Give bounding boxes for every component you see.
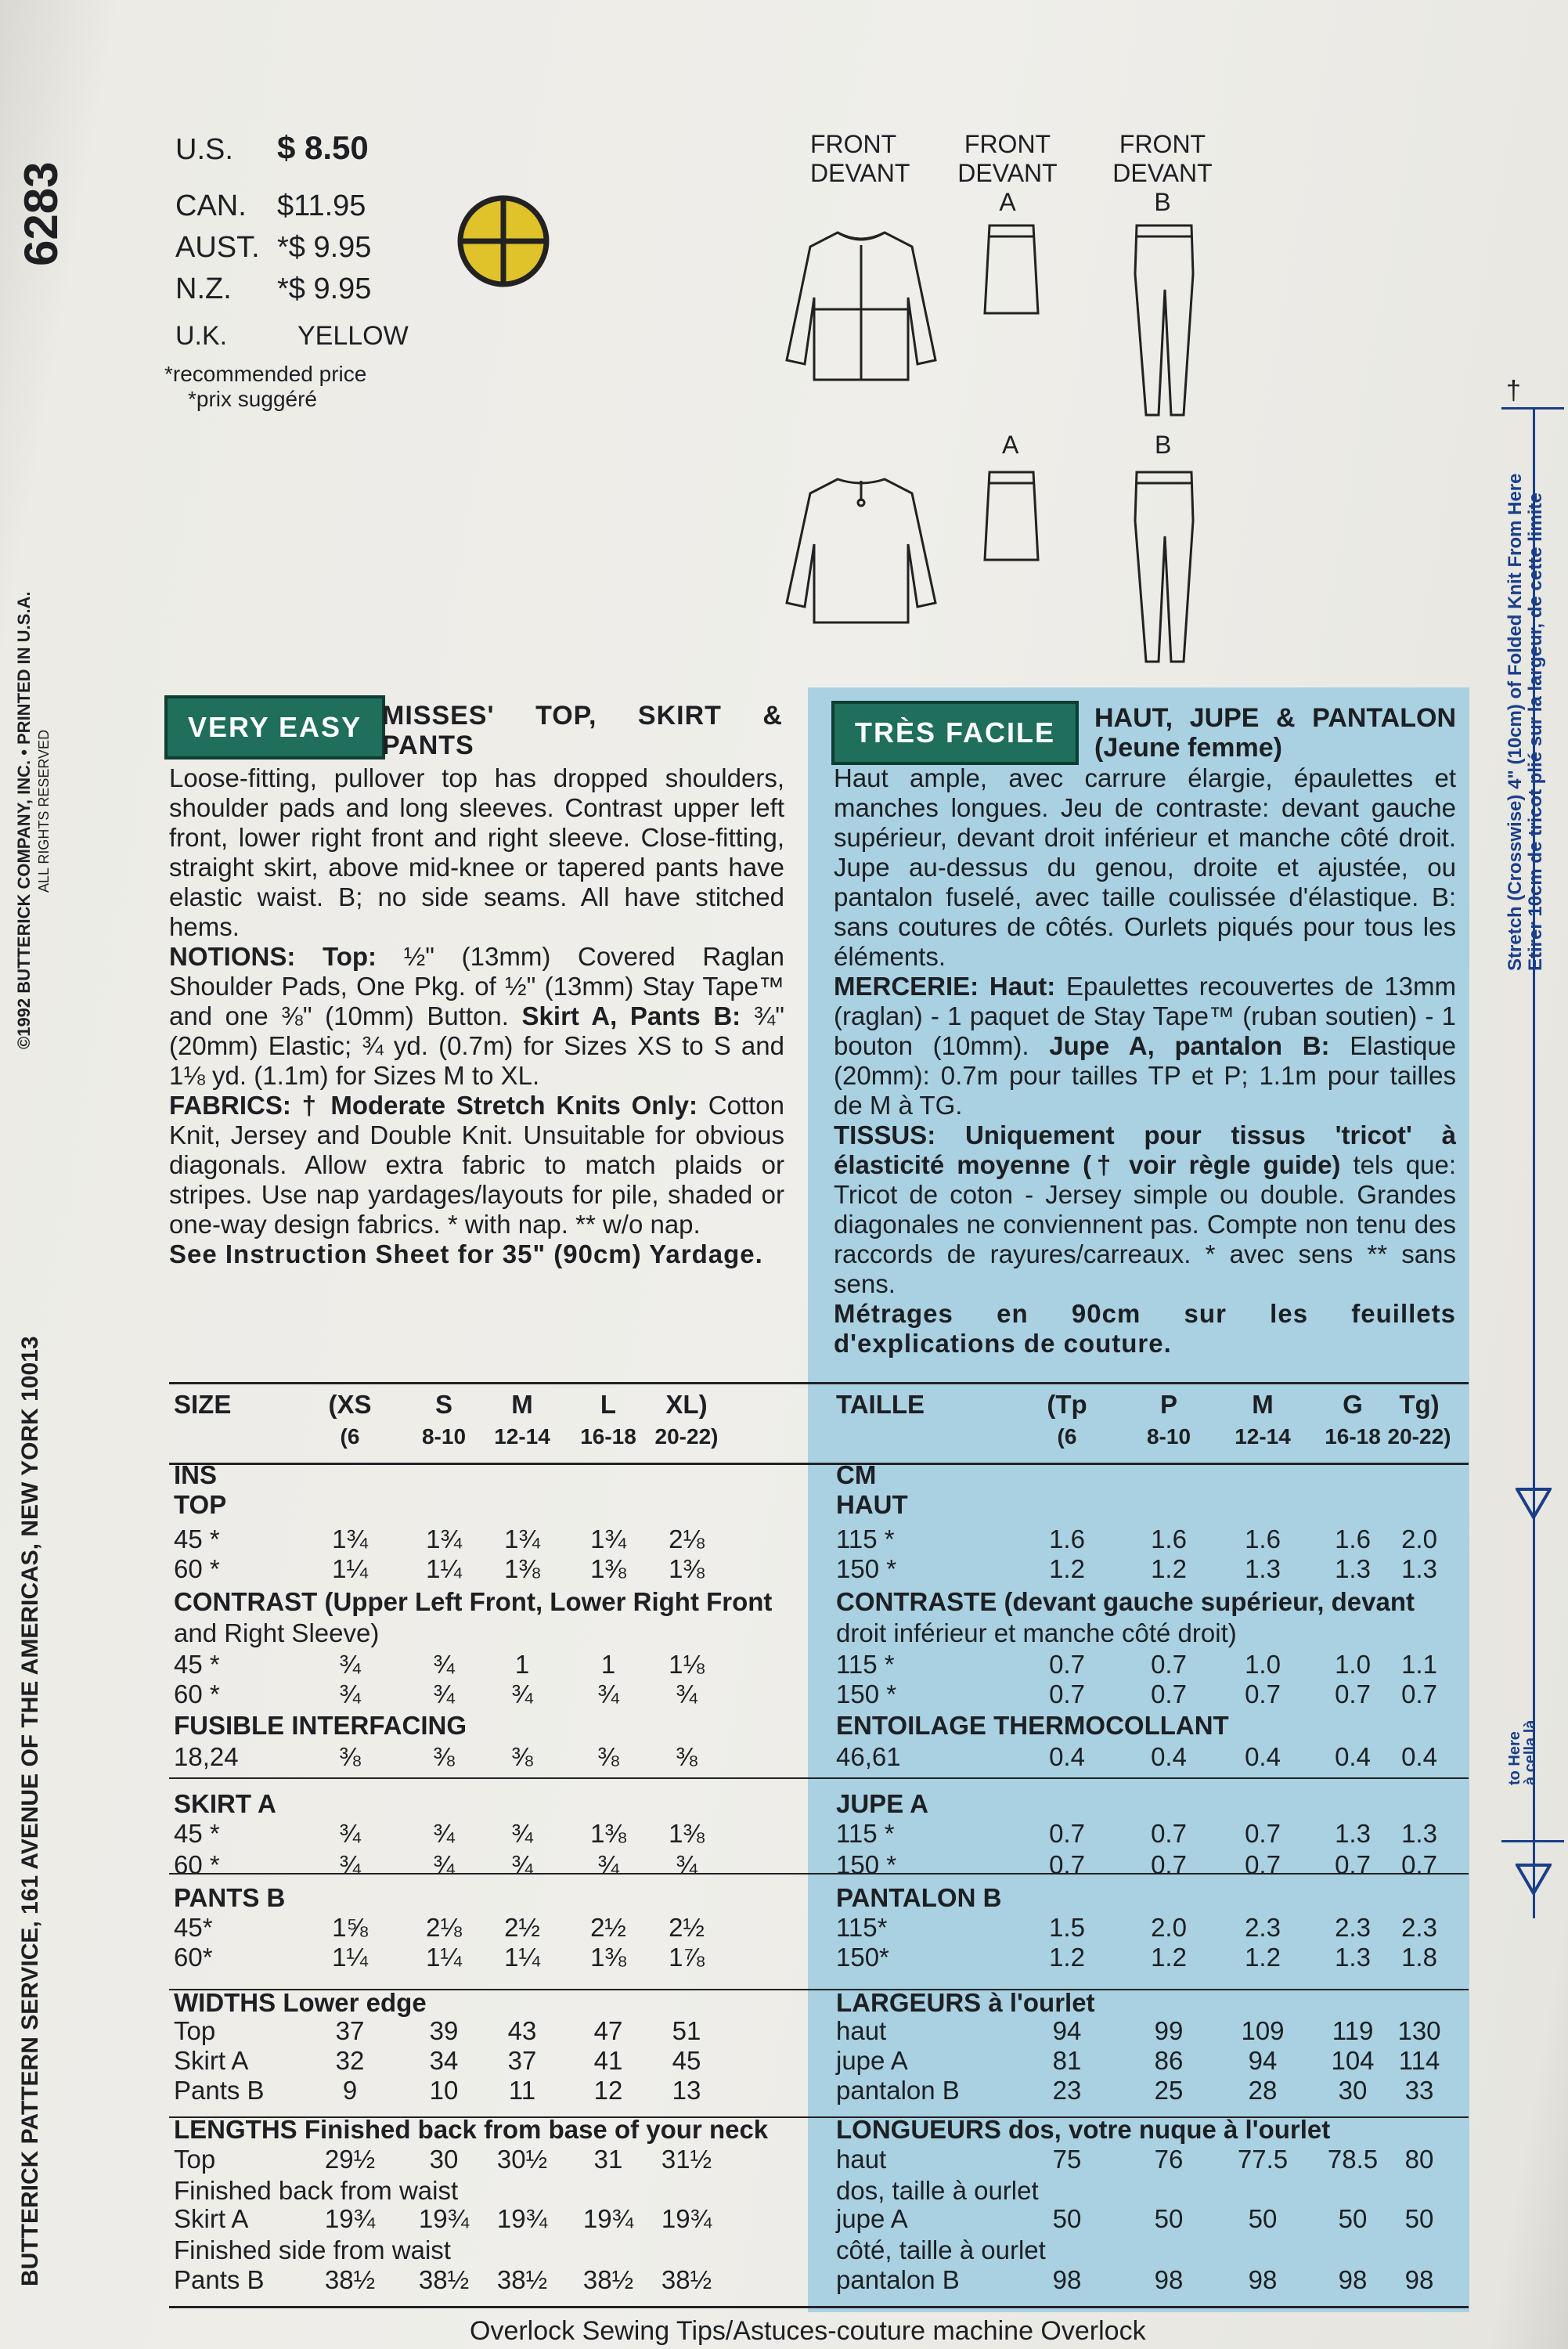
row-label: Top [174, 2145, 216, 2174]
cell-value: 0.7 [1245, 1850, 1281, 1879]
cell-value: 81 [1052, 2046, 1082, 2075]
crosshair-icon [454, 192, 553, 290]
cell-value: 78.5 [1327, 2145, 1379, 2174]
row-label: ENTOILAGE THERMOCOLLANT [836, 1711, 1229, 1740]
gauge-end-tick [1501, 1840, 1564, 1842]
cell-value: 50 [1248, 2204, 1278, 2233]
cell-value: 31 [593, 2145, 623, 2174]
cell-value: 98 [1248, 2265, 1278, 2294]
cell-value: 2.3 [1245, 1913, 1281, 1942]
row-label: 45* [174, 1913, 213, 1942]
cell-value: 2.0 [1401, 1525, 1437, 1553]
cell-value: 45 [672, 2046, 701, 2075]
cell-value: 1⅞ [669, 1943, 705, 1972]
cell-value: 34 [429, 2046, 459, 2075]
row-label: jupe A [836, 2046, 908, 2075]
cell-value: ¾ [511, 1680, 533, 1709]
cell-value: 1¾ [332, 1525, 368, 1553]
cell-value: 2.3 [1335, 1913, 1371, 1942]
row-label: FUSIBLE INTERFACING [174, 1711, 467, 1740]
cell-value: 32 [335, 2046, 365, 2075]
back-skirt-sketch [980, 466, 1043, 568]
front-skirt-sketch [980, 219, 1043, 321]
pattern-number: 6283 [15, 161, 67, 266]
cell-value: 29½ [324, 2145, 376, 2174]
cell-value: 0.7 [1151, 1819, 1187, 1848]
row-label: 45 * [174, 1525, 220, 1553]
arrow-down-icon [1516, 1488, 1552, 1519]
cell-value: ¾ [433, 1680, 455, 1709]
cell-value: 0.7 [1335, 1680, 1371, 1709]
rule-skirt [169, 1777, 1469, 1779]
cell-value: ⅜ [433, 1742, 455, 1771]
cell-value: 1¼ [332, 1943, 368, 1972]
row-label: and Right Sleeve) [174, 1618, 380, 1647]
cell-value: 50 [1338, 2204, 1368, 2233]
cell-value: 0.7 [1245, 1680, 1281, 1709]
row-label: CONTRAST (Upper Left Front, Lower Right Front [174, 1587, 773, 1616]
price-can: CAN. $11.95 [175, 189, 366, 222]
cell-value: 1⅝ [332, 1913, 368, 1942]
cell-value: 0.7 [1049, 1650, 1085, 1679]
cell-value: 0.7 [1151, 1650, 1187, 1679]
cell-value: ¾ [433, 1650, 455, 1679]
row-label: 150 * [836, 1554, 897, 1583]
cell-value: 38½ [582, 2265, 634, 2294]
cell-value: 1¾ [590, 1525, 626, 1553]
row-label: jupe A [836, 2204, 908, 2233]
row-label: 18,24 [174, 1742, 239, 1771]
row-label: 45 * [174, 1819, 220, 1848]
french-title: HAUT, JUPE & PANTALON (Jeune femme) [1094, 703, 1456, 763]
front-top-sketch [783, 223, 939, 395]
english-description: Loose-fitting, pullover top has dropped shoulders, shoulder pads and long sleeves. Contrast upper left front, lower right front and right sleeve. Close-fitting, straight skirt, above mid-knee or tapered pants have elastic waist. B; no side seams. All have stitched hems. NOTIONS: Top: ½" (13mm) Covered Raglan Shoulder Pads, One Pkg. of ½" (13mm) Stay Tape™ and one ⅜" (10mm) Button. Skirt A, Pants B: ¾" (20mm) Elastic; ¾ yd. (0.7m) for Sizes XS to S and 1⅛ yd. (1.1m) for Sizes M to XL. FABRICS: † Moderate Stretch Knits Only: Cotton Knit, Jersey and Double Knit. Unsuitable for obvious diagonals. Allow extra fabric to match plaids or stripes. Use nap yardages/layouts for pile, shaded or one-way design fabrics. * with nap. ** w/o nap. See Instruction Sheet for 35" (90cm) Yardage. [169, 763, 784, 1268]
cell-value: 1.3 [1401, 1554, 1437, 1583]
pattern-envelope-back: 6283 BUTTERICK PATTERN SERVICE, 161 AVENUE OF THE AMERICAS, NEW YORK 10013 ©1992 BUTTERICK COMPANY, INC. • PRINTED IN U.S.A. ALL RIGHTS RESERVED U.S. $ 8.50 CAN. $11.95 AUST. *$ 9.95 N.Z. *$ 9.95 U.K. YELLOW *recommended price *prix suggéré FRONT DEVANT FRONT DEVANT A FRONT DEVANT B A B VERY EASY MISSES' TOP, SKIRT & PANTS Loose-fitting, pullover top has dropped shoulders, shoulder pads and long sleeves. Contrast upper left front, lower right front and right sleeve. Close-fitting, straight skirt, above mid-knee or tapered pants have elastic waist. B; no side seams. All have stitched hems. NOTIONS: Top: ½" (13mm) Covered Raglan Shoulder Pads, One Pkg. of ½" (13mm) Stay Tape™ and one ⅜" (10mm) Button. Skirt A, Pants B: ¾" (20mm) Elastic; ¾ yd. (0.7m) for Sizes XS to S and 1⅛ yd. (1.1m) for Sizes M to XL. FABRICS: † Moderate Stretch Knits Only: Cotton Knit, Jersey and Double Knit. Unsuitable for obvious diagonals. Allow extra fabric to match plaids or stripes. Use nap yardages/layouts for pile, shaded or one-way design fabrics. * with nap. ** w/o nap. See Instruction Sheet for 35" (90cm) Yardage. TRÈS FACILE HAUT, JUPE & PANTALON (Jeune femme) Haut ample, avec carrure élargie, épaulettes et manches longues. Jeu de contraste: devant gauche supérieur, devant droit inférieur et manche côté droit. Jupe au-dessus du genou, droite et ajustée, ou pantalon fuselé, avec taille coulissée d'élastique. B: sans coutures de côtés. Ourlets piqués pour tous les éléments. MERCERIE: Haut: Epaulettes recouvertes de 13mm (raglan) - 1 paquet de Stay Tape™ (ruban soutien) - 1 bouton (10mm). Jupe A, pantalon B: Elastique (20mm): 0.7m pour tailles TP et P; 1.1m pour tailles de M à TG. TISSUS: Uniquement pour tissus 'tricot' à élasticité moyenne († voir règle guide) tels que: Tricot de coton - Jersey simple ou double. Grandes diagonales ne conviennent pas. Compte non tenu des raccords de rayures/carreaux. * avec sens ** sans sens. Métrages en 90cm sur les feuillets d'explications de couture. SIZE (XS S M L XL) (6 8-10 12-14 16-18 20-22) INS TOP 45 * 1¾ 1¾ 1¾ 1¾ 2⅛ 60 * 1¼ 1¼ 1⅜ 1⅜ 1⅜ CONTRAST (Upper Left Front, Lower Right Front and Right Sleeve) 45 * ¾ ¾ 1 1 1⅛ 60 * ¾ ¾ ¾ ¾ ¾ FUSIBLE INTERFACING 18,24 ⅜ ⅜ ⅜ ⅜ ⅜ SKIRT A 45 * ¾ ¾ ¾ 1⅜ 1⅜ 60 * ¾ ¾ ¾ ¾ ¾ PANTS B 45* 1⅝ 2⅛ 2½ 2½ 2½ 60* 1¼ 1¼ 1¼ 1⅜ 1⅞ WIDTHS Lower edge Top 37 39 43 47 51 Skirt A 32 34 37 41 45 Pants B 9 10 11 12 13 LENGTHS Finished back from base of your neck Top 29½ 30 30½ 31 31½ Finished back from waist Skirt A 19¾ 19¾ 19¾ 19¾ 19¾ Finished side from waist Pants B 38½ 38½ 38½ 38½ 38½ TAILLE (Tp P M G Tg) (6 8-10 12-14 16-18 20-22) CM HAUT 115 * 1.6 1.6 1.6 1.6 2.0 150 * 1.2 1.2 1.3 1.3 1.3 CONTRASTE (devant gauche supérieur, devant droit inférieur et manche côté droit) 115 * 0.7 0.7 1.0 1.0 1.1 150 * 0.7 0.7 0.7 0.7 0.7 ENTOILAGE THERMOCOLLANT 46,61 0.4 0.4 0.4 0.4 0.4 JUPE A 115 * 0.7 0.7 0.7 1.3 1.3 150 * 0.7 0.7 0.7 0.7 0.7 PANTALON B 115* 1.5 2.0 2.3 2.3 2.3 150* 1.2 1.2 1.2 1.3 1.8 LARGEURS à l'ourlet haut 94 99 109 119 130 jupe A 81 86 94 104 114 pantalon B 23 25 28 30 33 LONGUEURS dos, votre nuque à l'ourlet haut 75 76 77.5 78.5 80 dos, taille à ourlet jupe A 50 50 50 50 50 côté, taille à ourlet pantalon B 98 98 98 98 98 † Stretch (Crosswise) 4" (10cm) of Folded Knit From Here Etirer 10cm de tricot plié sur la largeur, de cette limite to Here à cella là Overlock Sewing Tips/Astuces-couture machine Overlock [0, 0, 1568, 2349]
cell-value: 0.4 [1151, 1742, 1187, 1771]
cell-value: 9 [342, 2076, 358, 2105]
cell-value: 98 [1154, 2265, 1184, 2294]
cell-value: 30½ [496, 2145, 548, 2174]
cell-value: 1.3 [1335, 1554, 1371, 1583]
cell-value: 30 [1338, 2076, 1368, 2105]
cell-value: 1.8 [1401, 1943, 1437, 1972]
cell-value: 86 [1154, 2046, 1184, 2075]
cell-value: 0.7 [1401, 1850, 1437, 1879]
arrow-down-icon [1516, 1864, 1552, 1895]
cell-value: 1⅜ [669, 1554, 705, 1583]
cell-value: 38½ [418, 2265, 470, 2294]
cell-value: ¾ [339, 1819, 361, 1848]
cell-value: 37 [507, 2046, 537, 2075]
cell-value: 50 [1052, 2204, 1082, 2233]
row-label: CM [836, 1460, 877, 1489]
row-label: Skirt A [174, 2046, 249, 2075]
cell-value: 1¾ [504, 1525, 540, 1553]
row-label: INS [174, 1460, 218, 1489]
row-label: pantalon B [836, 2076, 960, 2105]
cell-value: 104 [1331, 2046, 1375, 2075]
cell-value: 43 [507, 2016, 537, 2045]
cell-value: ¾ [597, 1850, 619, 1879]
row-label: 115 * [836, 1650, 895, 1679]
cell-value: 19¾ [324, 2204, 376, 2233]
cell-value: 38½ [324, 2265, 376, 2294]
price-us: U.S. $ 8.50 [175, 129, 369, 166]
price-uk: U.K. YELLOW [175, 321, 409, 351]
cell-value: ¾ [511, 1850, 533, 1879]
row-label: 60 * [174, 1554, 220, 1583]
row-label: côté, taille à ourlet [836, 2235, 1046, 2264]
cell-value: 0.7 [1151, 1850, 1187, 1879]
cell-value: 41 [593, 2046, 623, 2075]
publisher-address: BUTTERICK PATTERN SERVICE, 161 AVENUE OF THE AMERICAS, NEW YORK 10013 [17, 1336, 43, 2286]
copyright-line: ©1992 BUTTERICK COMPANY, INC. • PRINTED IN U.S.A. [14, 591, 34, 1049]
a-cella-label: à cella là [1522, 1719, 1539, 1785]
cell-value: 1⅜ [669, 1819, 705, 1848]
table-bottom-rule [169, 2306, 1469, 2308]
cell-value: ¾ [676, 1850, 697, 1879]
tres-facile-badge: TRÈS FACILE [831, 701, 1079, 765]
row-label: HAUT [836, 1490, 908, 1519]
cell-value: 0.7 [1049, 1850, 1085, 1879]
row-label: PANTS B [174, 1883, 286, 1912]
row-label: 150 * [836, 1680, 897, 1709]
row-label: 115* [836, 1913, 888, 1942]
cell-value: 1⅜ [590, 1943, 626, 1972]
cell-value: 98 [1052, 2265, 1082, 2294]
cell-value: 1.6 [1049, 1525, 1085, 1553]
cell-value: 0.7 [1335, 1850, 1371, 1879]
cell-value: 1 [600, 1650, 616, 1679]
english-title: MISSES' TOP, SKIRT & PANTS [382, 701, 783, 760]
back-top-sketch [783, 470, 939, 634]
row-label: haut [836, 2145, 887, 2174]
cell-value: 0.7 [1245, 1819, 1281, 1848]
row-label: dos, taille à ourlet [836, 2176, 1039, 2205]
cell-value: 33 [1404, 2076, 1434, 2105]
cell-value: 1.2 [1151, 1554, 1187, 1583]
cell-value: ¾ [597, 1680, 619, 1709]
cell-value: 1⅜ [504, 1554, 540, 1583]
price-note-en: *recommended price [164, 362, 367, 386]
cell-value: 114 [1398, 2046, 1440, 2075]
cell-value: 1⅜ [590, 1554, 626, 1583]
cell-value: 19¾ [496, 2204, 548, 2233]
sketch-label-back-skirt: A [1002, 431, 1019, 459]
dagger-mark: † [1506, 376, 1521, 406]
cell-value: 1⅜ [590, 1819, 626, 1848]
row-label: 60* [174, 1943, 213, 1972]
row-label: 46,61 [836, 1742, 901, 1771]
cell-value: ⅜ [597, 1742, 619, 1771]
row-label: Top [174, 2016, 216, 2045]
cell-value: 1.3 [1335, 1943, 1371, 1972]
cell-value: 1¾ [426, 1525, 462, 1553]
sketch-label-back-pants: B [1155, 431, 1172, 459]
cell-value: 1¼ [332, 1554, 368, 1583]
row-label: JUPE A [836, 1789, 928, 1818]
cell-value: ⅜ [676, 1742, 697, 1771]
cell-value: 1.3 [1401, 1819, 1437, 1848]
cell-value: 76 [1154, 2145, 1184, 2174]
cell-value: 2½ [669, 1913, 705, 1942]
gauge-start-tick [1501, 407, 1564, 410]
to-here-label: to Here [1506, 1731, 1523, 1785]
row-label: Pants B [174, 2265, 265, 2294]
stretch-instruction-fr: Etirer 10cm de tricot plié sur la largeur, de cette limite [1525, 493, 1546, 971]
cell-value: 50 [1404, 2204, 1434, 2233]
row-label: TOP [174, 1490, 227, 1519]
row-label: 150* [836, 1943, 889, 1972]
row-label: WIDTHS Lower edge [174, 1988, 427, 2017]
cell-value: 38½ [661, 2265, 712, 2294]
cell-value: 11 [508, 2076, 536, 2105]
front-pants-sketch [1129, 219, 1199, 423]
row-label: pantalon B [836, 2265, 960, 2294]
cell-value: 1¼ [504, 1943, 540, 1972]
cell-value: 37 [335, 2016, 365, 2045]
cell-value: 10 [429, 2076, 459, 2105]
row-label: LONGUEURS dos, votre nuque à l'ourlet [836, 2115, 1331, 2144]
cell-value: 1.6 [1245, 1525, 1281, 1553]
cell-value: 0.4 [1335, 1742, 1371, 1771]
back-pants-sketch [1129, 466, 1199, 669]
cell-value: 98 [1404, 2265, 1434, 2294]
row-label: droit inférieur et manche côté droit) [836, 1618, 1237, 1647]
table-header-rule [169, 1463, 1469, 1465]
sketch-label-front-pants: FRONT DEVANT B [1112, 130, 1213, 216]
cell-value: ¾ [339, 1680, 361, 1709]
cell-value: 51 [672, 2016, 701, 2045]
cell-value: ⅜ [339, 1742, 361, 1771]
cell-value: 0.4 [1401, 1742, 1437, 1771]
row-label: 115 * [836, 1525, 895, 1553]
cell-value: 1.0 [1335, 1650, 1371, 1679]
row-label: CONTRASTE (devant gauche supérieur, devant [836, 1587, 1415, 1616]
cell-value: 2.0 [1151, 1913, 1187, 1942]
cell-value: 2½ [590, 1913, 626, 1942]
cell-value: 99 [1154, 2016, 1184, 2045]
cell-value: 0.7 [1401, 1680, 1437, 1709]
cell-value: 1.2 [1049, 1943, 1085, 1972]
row-label: Finished side from waist [174, 2235, 451, 2264]
cell-value: 1.2 [1245, 1943, 1281, 1972]
row-label: 115 * [836, 1819, 895, 1848]
cell-value: ¾ [339, 1850, 361, 1879]
row-label: PANTALON B [836, 1883, 1002, 1912]
very-easy-badge: VERY EASY [164, 695, 385, 760]
cell-value: 77.5 [1237, 2145, 1289, 2174]
cell-value: 0.4 [1049, 1742, 1085, 1771]
cell-value: 1.6 [1335, 1525, 1371, 1553]
sketch-label-front-skirt: FRONT DEVANT A [957, 130, 1058, 216]
cell-value: 0.7 [1049, 1819, 1085, 1848]
row-label: LENGTHS Finished back from base of your neck [174, 2115, 769, 2144]
cell-value: 39 [429, 2016, 459, 2045]
cell-value: 1.2 [1049, 1554, 1085, 1583]
cell-value: 30 [429, 2145, 459, 2174]
row-label: 60 * [174, 1850, 220, 1879]
row-label: 45 * [174, 1650, 220, 1679]
stretch-instruction-en: Stretch (Crosswise) 4" (10cm) of Folded Knit From Here [1505, 473, 1526, 971]
cell-value: 1¼ [426, 1554, 462, 1583]
cell-value: 1.5 [1049, 1913, 1085, 1942]
french-description: Haut ample, avec carrure élargie, épaulettes et manches longues. Jeu de contraste: devant gauche supérieur, devant droit inférieur et manche côté droit. Jupe au-dessus du genou, droite et ajustée, ou pantalon fuselé, avec taille coulissée d'élastique. B: sans coutures de côtés. Ourlets piqués pour tous les éléments. MERCERIE: Haut: Epaulettes recouvertes de 13mm (raglan) - 1 paquet de Stay Tape™ (ruban soutien) - 1 bouton (10mm). Jupe A, pantalon B: Elastique (20mm): 0.7m pour tailles TP et P; 1.1m pour tailles de M à TG. TISSUS: Uniquement pour tissus 'tricot' à élasticité moyenne († voir règle guide) tels que: Tricot de coton - Jersey simple ou double. Grandes diagonales ne conviennent pas. Compte non tenu des raccords de rayures/carreaux. * avec sens ** sans sens. Métrages en 90cm sur les feuillets d'explications de couture. [834, 763, 1457, 1358]
cell-value: ⅜ [511, 1742, 533, 1771]
cell-value: 25 [1154, 2076, 1184, 2105]
cell-value: 19¾ [661, 2204, 712, 2233]
cell-value: 80 [1404, 2145, 1434, 2174]
cell-value: 13 [672, 2076, 701, 2105]
price-nz: N.Z. *$ 9.95 [175, 272, 372, 305]
cell-value: 2⅛ [426, 1913, 462, 1942]
cell-value: 119 [1332, 2016, 1374, 2045]
price-note-fr: *prix suggéré [188, 387, 317, 411]
cell-value: 1¼ [426, 1943, 462, 1972]
cell-value: ¾ [339, 1650, 361, 1679]
cell-value: 47 [593, 2016, 623, 2045]
cell-value: 0.7 [1151, 1680, 1187, 1709]
cell-value: 1.2 [1151, 1943, 1187, 1972]
row-label: LARGEURS à l'ourlet [836, 1988, 1095, 2017]
cell-value: ¾ [676, 1680, 697, 1709]
cell-value: 23 [1052, 2076, 1082, 2105]
cell-value: ¾ [511, 1819, 533, 1848]
row-label: 60 * [174, 1680, 220, 1709]
cell-value: 1.3 [1335, 1819, 1371, 1848]
cell-value: 1.6 [1151, 1525, 1187, 1553]
cell-value: 98 [1338, 2265, 1368, 2294]
cell-value: 1.3 [1245, 1554, 1281, 1583]
cell-value: 50 [1154, 2204, 1184, 2233]
price-aust: AUST. *$ 9.95 [175, 231, 372, 264]
cell-value: 31½ [661, 2145, 712, 2174]
cell-value: 109 [1241, 2016, 1285, 2045]
row-label: 150 * [836, 1850, 897, 1879]
overlock-footer: Overlock Sewing Tips/Astuces-couture machine Overlock [470, 2316, 1146, 2346]
cell-value: 28 [1248, 2076, 1278, 2105]
cell-value: 2⅛ [669, 1525, 705, 1553]
cell-value: 1 [514, 1650, 530, 1679]
stretch-gauge [1501, 376, 1564, 1942]
cell-value: 38½ [496, 2265, 548, 2294]
cell-value: 12 [593, 2076, 623, 2105]
cell-value: 94 [1248, 2046, 1278, 2075]
cell-value: 130 [1397, 2016, 1441, 2045]
cell-value: 2.3 [1401, 1913, 1437, 1942]
cell-value: 94 [1052, 2016, 1082, 2045]
cell-value: 19¾ [582, 2204, 634, 2233]
cell-value: 1⅛ [669, 1650, 705, 1679]
cell-value: 1.1 [1401, 1650, 1437, 1679]
cell-value: ¾ [433, 1819, 455, 1848]
sketch-label-front-top: FRONT DEVANT [810, 130, 910, 187]
row-label: Skirt A [174, 2204, 249, 2233]
row-label: Finished back from waist [174, 2176, 459, 2205]
row-label: haut [836, 2016, 887, 2045]
table-top-rule [169, 1382, 1469, 1384]
row-label: Pants B [174, 2076, 265, 2105]
cell-value: 2½ [504, 1913, 540, 1942]
cell-value: 0.7 [1049, 1680, 1085, 1709]
rights-line: ALL RIGHTS RESERVED [36, 729, 52, 893]
cell-value: 75 [1052, 2145, 1082, 2174]
cell-value: 0.4 [1245, 1742, 1281, 1771]
cell-value: ¾ [433, 1850, 455, 1879]
cell-value: 19¾ [418, 2204, 470, 2233]
row-label: SKIRT A [174, 1789, 276, 1818]
cell-value: 1.0 [1245, 1650, 1281, 1679]
